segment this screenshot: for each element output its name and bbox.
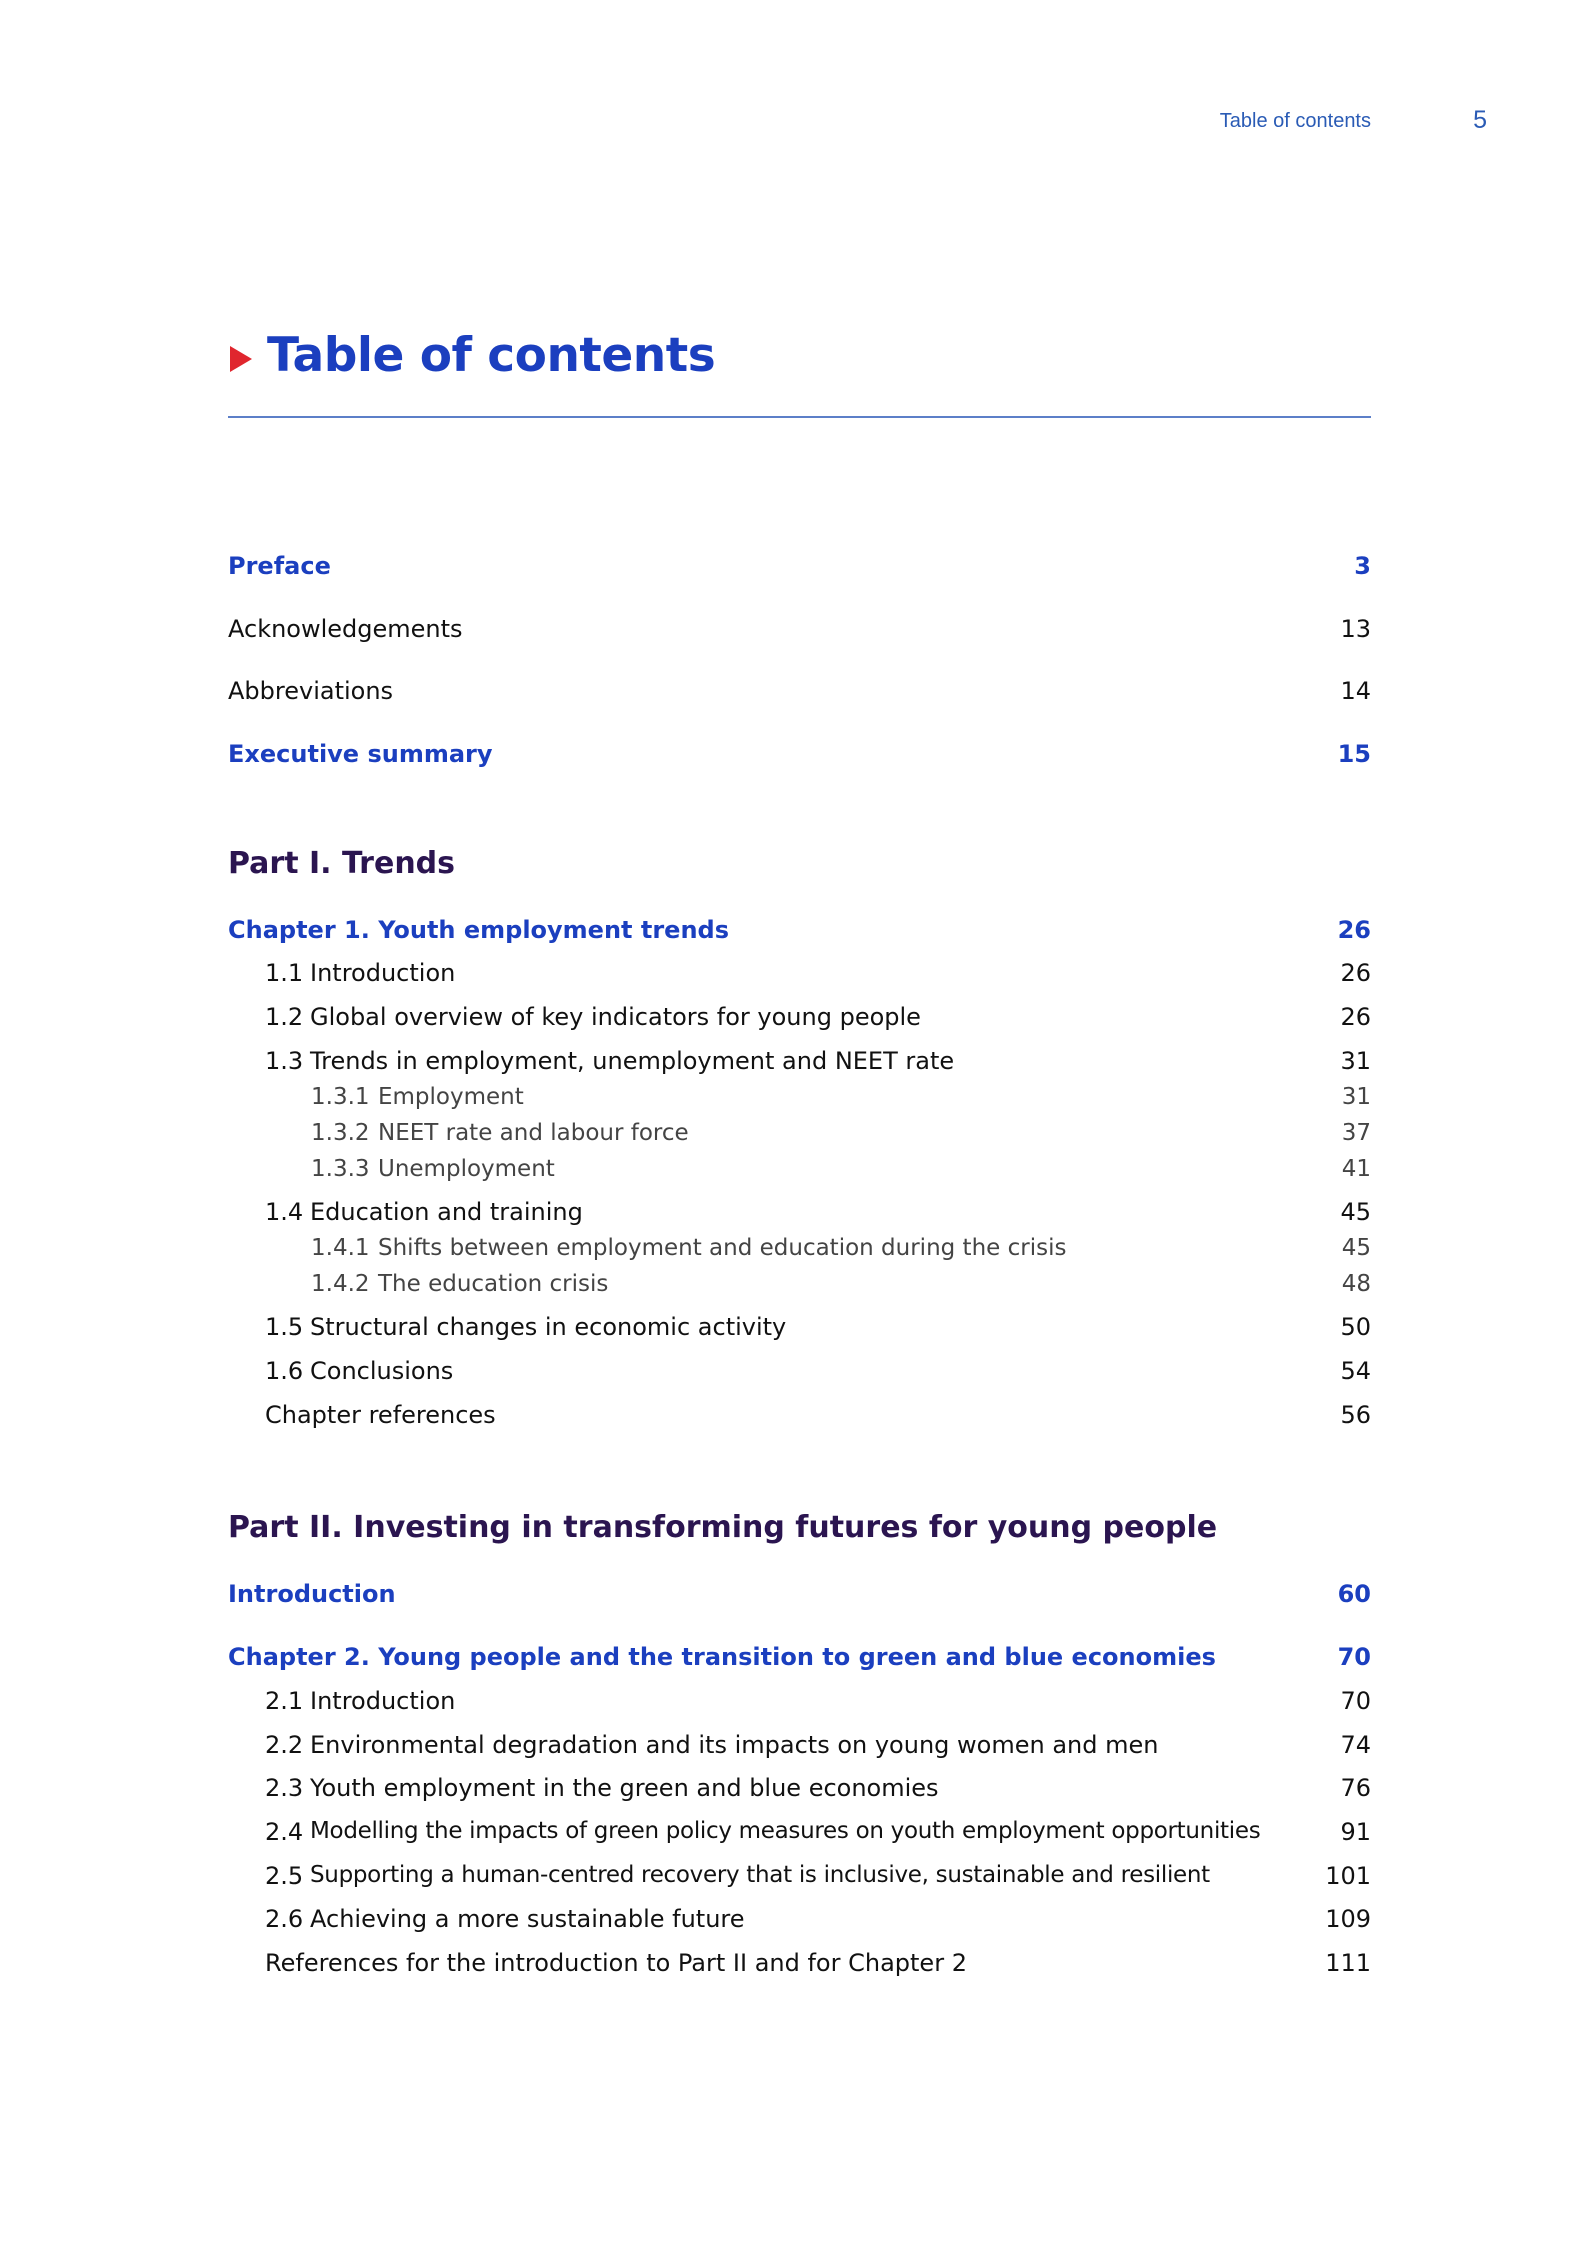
toc-entry-page: 31: [1340, 1047, 1371, 1075]
toc-entry-page: 37: [1341, 1120, 1371, 1146]
toc-section-title: Trends in employment, unemployment and NEET rate: [310, 1047, 955, 1075]
toc-entry-page: 15: [1337, 740, 1371, 768]
toc-section-number: 1.6: [265, 1357, 304, 1385]
toc-subsection[interactable]: [228, 1120, 1371, 1154]
page-title: Table of contents: [267, 328, 716, 383]
part-heading-2: [228, 1510, 1371, 1550]
toc-entry-title: Introduction: [228, 1580, 396, 1608]
toc-entry-page: 101: [1325, 1862, 1371, 1890]
toc-entry-page: 70: [1337, 1643, 1371, 1671]
toc-section-title: Youth employment in the green and blue economies: [310, 1774, 939, 1802]
toc-section-number: 2.2: [265, 1731, 304, 1759]
toc-entry-page: 111: [1325, 1949, 1371, 1977]
toc-subsection-title: Employment: [378, 1084, 524, 1110]
toc-section[interactable]: [228, 1198, 1371, 1232]
toc-chapter-title: Chapter 1. Youth employment trends: [228, 916, 730, 944]
toc-entry-page: 54: [1340, 1357, 1371, 1385]
toc-entry-page: 56: [1340, 1401, 1371, 1429]
toc-section[interactable]: [228, 1774, 1371, 1808]
toc-entry-page: 50: [1340, 1313, 1371, 1341]
toc-section-title: Introduction: [310, 959, 456, 987]
toc-entry-page: 76: [1340, 1774, 1371, 1802]
toc-section-number: 2.3: [265, 1774, 304, 1802]
toc-entry-title: Preface: [228, 552, 331, 580]
page-number: 5: [1473, 106, 1487, 134]
toc-section-number: 2.4: [265, 1818, 304, 1846]
toc-entry-page: 45: [1340, 1198, 1371, 1226]
toc-section-number: 1.3: [265, 1047, 304, 1075]
toc-section-number: 1.5: [265, 1313, 304, 1341]
toc-chapter-1[interactable]: [228, 916, 1371, 950]
toc-entry-title: Abbreviations: [228, 677, 394, 705]
toc-entry-page: 109: [1325, 1905, 1371, 1933]
toc-entry-page: 3: [1354, 552, 1371, 580]
toc-section-title: Environmental degradation and its impacts on young women and men: [310, 1731, 1159, 1759]
toc-subsection-number: 1.3.1: [311, 1084, 370, 1110]
toc-entry-page: 26: [1337, 916, 1371, 944]
page-title-block: [228, 328, 1371, 418]
toc-section-number: 2.1: [265, 1687, 304, 1715]
toc-section[interactable]: [228, 1687, 1371, 1721]
toc-subsection-title: Unemployment: [378, 1156, 555, 1182]
toc-entry-preface[interactable]: [228, 552, 1371, 586]
toc-subsection-title: NEET rate and labour force: [378, 1120, 689, 1146]
toc-subsection[interactable]: [228, 1235, 1371, 1269]
toc-section[interactable]: [228, 1047, 1371, 1081]
toc-entry-page: 13: [1340, 615, 1371, 643]
toc-entry-page: 26: [1340, 959, 1371, 987]
toc-entry-page: 91: [1340, 1818, 1371, 1846]
toc-section[interactable]: [228, 1818, 1371, 1852]
toc-entry-page: 74: [1340, 1731, 1371, 1759]
play-arrow-icon: [230, 346, 252, 372]
toc-section-title: Global overview of key indicators for young people: [310, 1003, 921, 1031]
toc-section[interactable]: [228, 959, 1371, 993]
toc-chapter-title: Chapter 2. Young people and the transition to green and blue economies: [228, 1643, 1216, 1671]
toc-section[interactable]: [228, 1313, 1371, 1347]
part-heading-1: [228, 846, 1371, 886]
toc-section-title: Introduction: [310, 1687, 456, 1715]
toc-entry-title: Executive summary: [228, 740, 493, 768]
toc-subsection[interactable]: [228, 1156, 1371, 1190]
toc-chapter-2[interactable]: [228, 1643, 1371, 1677]
toc-section-title: Supporting a human-centred recovery that is inclusive, sustainable and resilient: [310, 1862, 1210, 1888]
toc-section-number: 1.4: [265, 1198, 304, 1226]
toc-entry-title: Acknowledgements: [228, 615, 463, 643]
toc-section-title: Modelling the impacts of green policy measures on youth employment opportunities: [310, 1818, 1261, 1844]
toc-entry-executive-summary[interactable]: [228, 740, 1371, 774]
part-title: Part I. Trends: [228, 846, 456, 881]
toc-subsection-title: Shifts between employment and education during the crisis: [378, 1235, 1067, 1261]
toc-entry-page: 70: [1340, 1687, 1371, 1715]
toc-section[interactable]: [228, 1905, 1371, 1939]
toc-entry-page: 60: [1337, 1580, 1371, 1608]
toc-subsection[interactable]: [228, 1271, 1371, 1305]
toc-section-title: Achieving a more sustainable future: [310, 1905, 745, 1933]
toc-entry-page: 41: [1341, 1156, 1371, 1182]
toc-entry-acknowledgements[interactable]: [228, 615, 1371, 649]
toc-section[interactable]: [228, 1003, 1371, 1037]
toc-section-number: 2.5: [265, 1862, 304, 1890]
toc-section-number: 1.2: [265, 1003, 304, 1031]
toc-section-title: Conclusions: [310, 1357, 454, 1385]
toc-subsection-number: 1.3.2: [311, 1120, 370, 1146]
toc-section[interactable]: [228, 1949, 1371, 1983]
toc-section-title: Chapter references: [265, 1401, 496, 1429]
toc-section[interactable]: [228, 1357, 1371, 1391]
running-header: [1000, 106, 1487, 140]
toc-section[interactable]: [228, 1401, 1371, 1435]
toc-entry-page: 26: [1340, 1003, 1371, 1031]
toc-section[interactable]: [228, 1862, 1371, 1896]
toc-entry-page: 48: [1341, 1271, 1371, 1297]
toc-section-number: 2.6: [265, 1905, 304, 1933]
toc-subsection-number: 1.3.3: [311, 1156, 370, 1182]
toc-section-title: References for the introduction to Part II and for Chapter 2: [265, 1949, 967, 1977]
toc-subsection-title: The education crisis: [378, 1271, 609, 1297]
toc-section-title: Education and training: [310, 1198, 583, 1226]
running-header-title: Table of contents: [1219, 110, 1371, 132]
toc-section-title: Structural changes in economic activity: [310, 1313, 787, 1341]
toc-subsection[interactable]: [228, 1084, 1371, 1118]
toc-subsection-number: 1.4.2: [311, 1271, 370, 1297]
toc-entry-page: 31: [1341, 1084, 1371, 1110]
toc-entry-abbreviations[interactable]: [228, 677, 1371, 711]
toc-section-number: 1.1: [265, 959, 304, 987]
toc-section[interactable]: [228, 1731, 1371, 1765]
toc-subsection-number: 1.4.1: [311, 1235, 370, 1261]
toc-entry-page: 45: [1341, 1235, 1371, 1261]
toc-entry-page: 14: [1340, 677, 1371, 705]
part-title: Part II. Investing in transforming futures for young people: [228, 1510, 1218, 1545]
toc-entry-introduction[interactable]: [228, 1580, 1371, 1614]
